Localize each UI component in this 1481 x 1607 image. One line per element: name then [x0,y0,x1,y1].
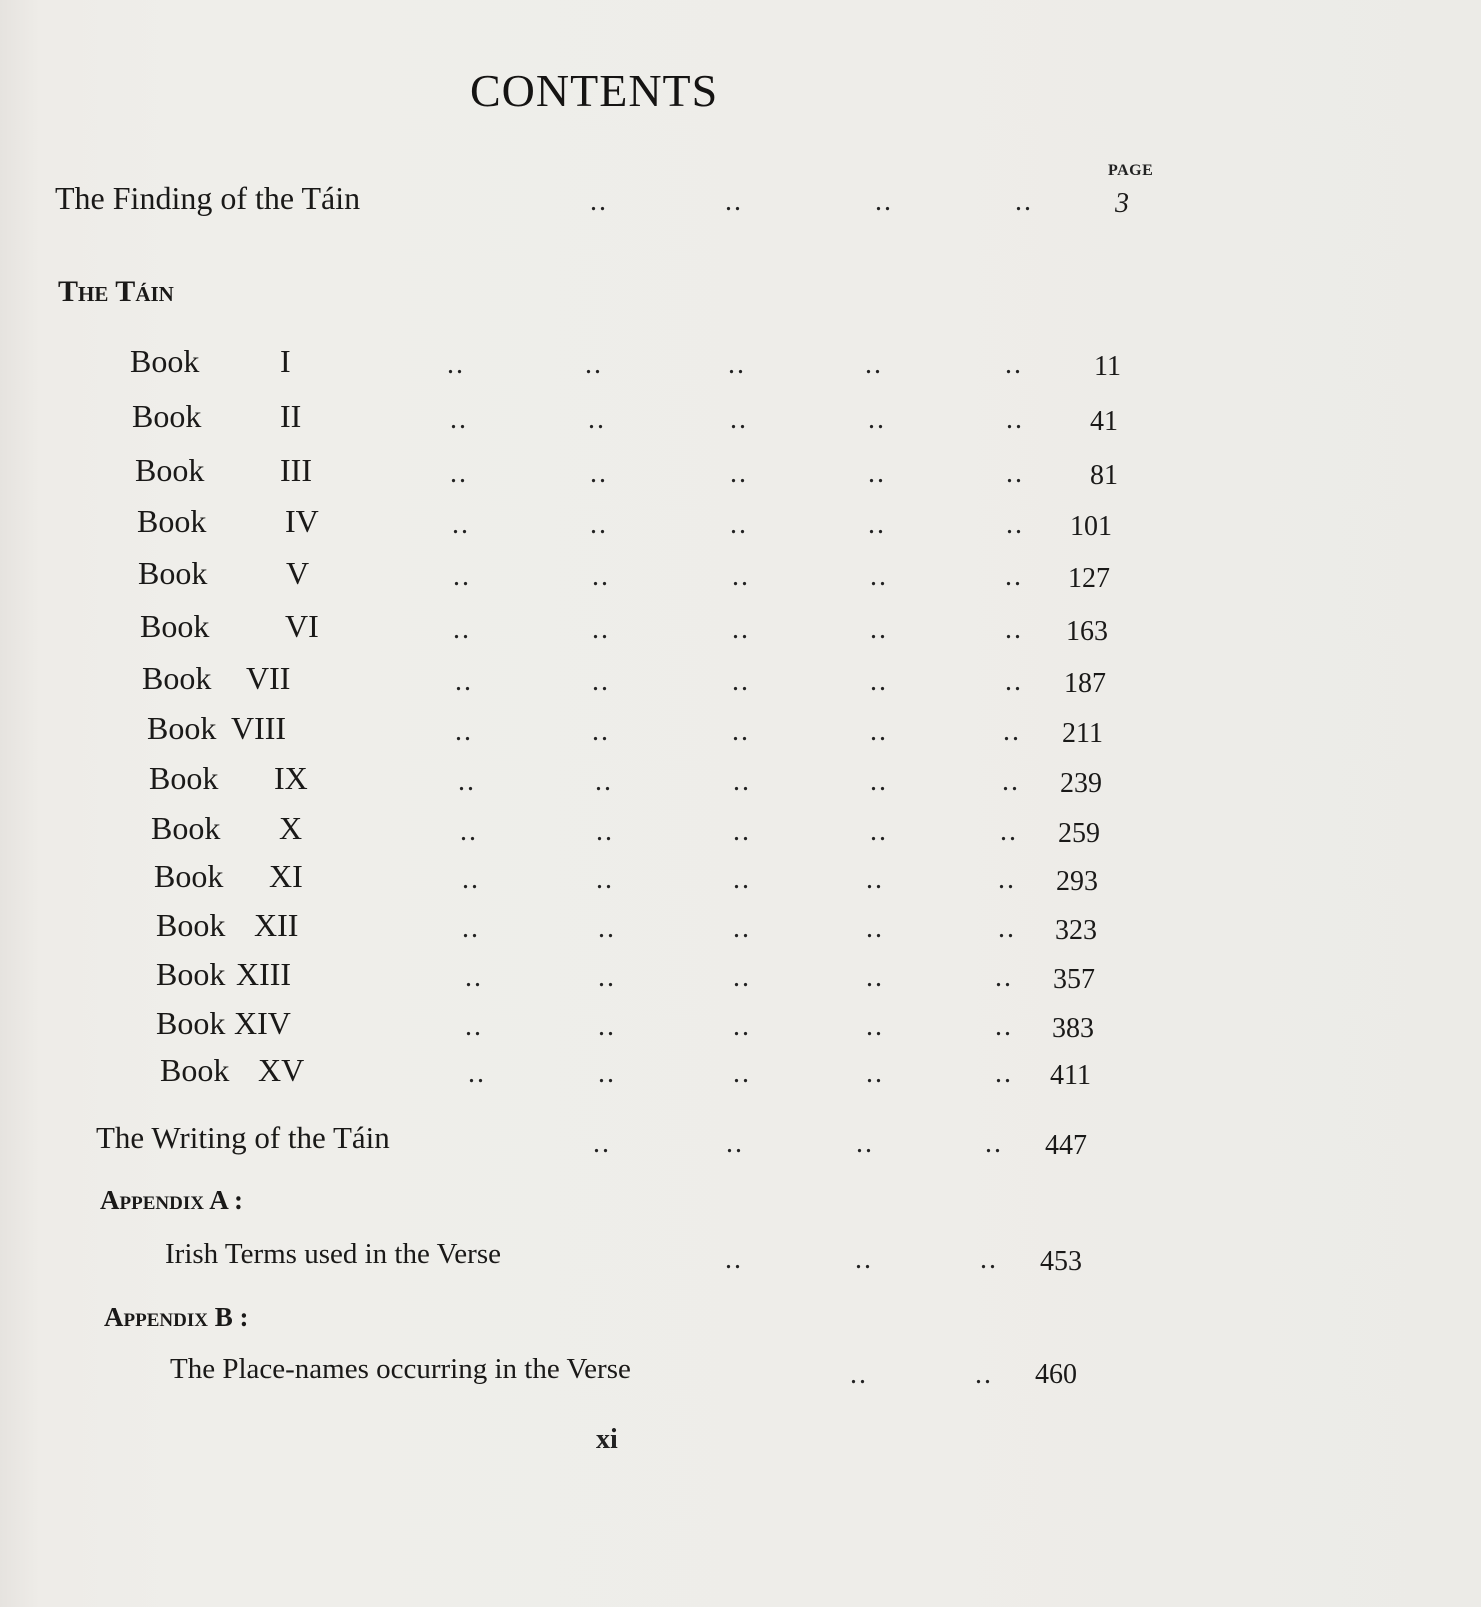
leader-dots: .. [733,1058,751,1089]
toc-entry-book[interactable] [0,555,1481,595]
leader-dots: .. [725,1244,743,1275]
leader-dots: .. [870,816,888,847]
leader-dots: .. [592,561,610,592]
entry-page-number: 101 [1070,511,1112,542]
page-title: CONTENTS [470,65,719,116]
leader-dots: .. [995,1058,1013,1089]
leader-dots: .. [995,962,1013,993]
leader-dots: .. [590,186,608,217]
leader-dots: .. [725,186,743,217]
leader-dots: .. [468,1058,486,1089]
leader-dots: .. [462,864,480,895]
entry-page-number: 383 [1052,1013,1094,1044]
page-column-label: PAGE [1108,162,1154,179]
toc-entry-book[interactable] [0,858,1481,898]
book-word: Book [140,608,210,644]
book-numeral: IX [274,760,308,796]
leader-dots: .. [732,614,750,645]
toc-entry-book[interactable] [0,907,1481,947]
book-word: Book [151,810,221,846]
section-heading-appendix-a: Appendix A : [100,1185,243,1215]
toc-entry-appendix-a[interactable] [0,1238,1481,1278]
leader-dots: .. [458,766,476,797]
toc-entry-writing[interactable] [0,1120,1481,1160]
entry-page-number: 357 [1053,964,1095,995]
leader-dots: .. [1005,349,1023,380]
toc-entry-book[interactable] [0,710,1481,750]
toc-entry-book[interactable] [0,956,1481,996]
entry-label: The Finding of the Táin [55,180,361,216]
book-numeral: XIV [234,1005,291,1041]
page-folio: xi [596,1424,618,1455]
book-numeral: XV [258,1052,305,1088]
leader-dots: .. [1005,614,1023,645]
leader-dots: .. [870,614,888,645]
leader-dots: .. [870,561,888,592]
leader-dots: .. [455,666,473,697]
leader-dots: .. [590,458,608,489]
book-numeral: VIII [231,710,287,746]
leader-dots: .. [733,766,751,797]
leader-dots: .. [585,349,603,380]
entry-label: Irish Terms used in the Verse [165,1238,501,1270]
leader-dots: .. [866,1058,884,1089]
leader-dots: .. [1006,509,1024,540]
leader-dots: .. [866,962,884,993]
book-word: Book [132,398,202,434]
leader-dots: .. [875,186,893,217]
entry-page-number: 211 [1062,718,1103,749]
section-heading-appendix-b: Appendix B : [104,1302,249,1332]
book-word: Book [147,710,217,746]
entry-page-number: 453 [1040,1246,1082,1277]
toc-entry-book[interactable] [0,1052,1481,1092]
leader-dots: .. [985,1128,1003,1159]
leader-dots: .. [733,864,751,895]
leader-dots: .. [592,716,610,747]
leader-dots: .. [595,766,613,797]
leader-dots: .. [592,666,610,697]
leader-dots: .. [733,962,751,993]
entry-page-number: 163 [1066,616,1108,647]
entry-page-number: 187 [1064,668,1106,699]
entry-page-number: 293 [1056,866,1098,897]
leader-dots: .. [596,864,614,895]
entry-page-number: 411 [1050,1060,1091,1091]
entry-page-number: 81 [1090,460,1118,491]
leader-dots: .. [870,716,888,747]
leader-dots: .. [868,509,886,540]
toc-entry-book[interactable] [0,452,1481,492]
book-word: Book [130,343,200,379]
leader-dots: .. [465,962,483,993]
entry-page-number: 3 [1115,188,1129,219]
book-word: Book [156,956,226,992]
leader-dots: .. [590,509,608,540]
leader-dots: .. [1000,816,1018,847]
leader-dots: .. [596,816,614,847]
leader-dots: .. [856,1128,874,1159]
book-word: Book [156,907,226,943]
leader-dots: .. [866,1011,884,1042]
leader-dots: .. [453,561,471,592]
leader-dots: .. [450,404,468,435]
leader-dots: .. [728,349,746,380]
leader-dots: .. [732,666,750,697]
leader-dots: .. [995,1011,1013,1042]
leader-dots: .. [465,1011,483,1042]
entry-page-number: 259 [1058,818,1100,849]
leader-dots: .. [975,1359,993,1390]
leader-dots: .. [868,458,886,489]
entry-page-number: 460 [1035,1359,1077,1390]
leader-dots: .. [598,913,616,944]
leader-dots: .. [733,913,751,944]
book-numeral: X [279,810,303,846]
leader-dots: .. [980,1244,998,1275]
toc-entry-book[interactable] [0,1005,1481,1045]
leader-dots: .. [462,913,480,944]
toc-entry-book[interactable] [0,760,1481,800]
book-numeral: XII [254,907,299,943]
book-word: Book [135,452,205,488]
leader-dots: .. [592,614,610,645]
leader-dots: .. [598,1011,616,1042]
leader-dots: .. [730,458,748,489]
toc-entry-book[interactable] [0,608,1481,648]
leader-dots: .. [855,1244,873,1275]
book-numeral: I [280,343,291,379]
leader-dots: .. [588,404,606,435]
toc-entry-book[interactable] [0,810,1481,850]
leader-dots: .. [732,716,750,747]
book-numeral: VII [246,660,291,696]
book-word: Book [137,503,207,539]
leader-dots: .. [455,716,473,747]
toc-entry-finding[interactable] [0,180,1481,220]
leader-dots: .. [733,816,751,847]
leader-dots: .. [1003,716,1021,747]
leader-dots: .. [868,404,886,435]
book-numeral: III [280,452,312,488]
leader-dots: .. [1006,458,1024,489]
leader-dots: .. [998,864,1016,895]
toc-entry-book[interactable] [0,343,1481,383]
book-numeral: IV [285,503,319,539]
entry-label: The Place-names occurring in the Verse [170,1353,631,1385]
leader-dots: .. [598,1058,616,1089]
leader-dots: .. [593,1128,611,1159]
book-numeral: XIII [236,956,292,992]
entry-page-number: 127 [1068,563,1110,594]
leader-dots: .. [730,404,748,435]
book-word: Book [149,760,219,796]
book-word: Book [160,1052,230,1088]
entry-page-number: 239 [1060,768,1102,799]
book-numeral: VI [285,608,319,644]
leader-dots: .. [460,816,478,847]
leader-dots: .. [450,458,468,489]
leader-dots: .. [850,1359,868,1390]
leader-dots: .. [447,349,465,380]
leader-dots: .. [865,349,883,380]
leader-dots: .. [453,614,471,645]
leader-dots: .. [1002,766,1020,797]
entry-page-number: 41 [1090,406,1118,437]
leader-dots: .. [732,561,750,592]
leader-dots: .. [870,766,888,797]
toc-entry-appendix-b[interactable] [0,1353,1481,1393]
entry-page-number: 323 [1055,915,1097,946]
leader-dots: .. [866,864,884,895]
book-word: Book [138,555,208,591]
leader-dots: .. [1006,404,1024,435]
leader-dots: .. [870,666,888,697]
entry-page-number: 447 [1045,1130,1087,1161]
leader-dots: .. [452,509,470,540]
book-word: Book [156,1005,226,1041]
leader-dots: .. [1005,666,1023,697]
leader-dots: .. [726,1128,744,1159]
book-numeral: II [280,398,302,434]
leader-dots: .. [598,962,616,993]
entry-page-number: 11 [1094,351,1121,382]
leader-dots: .. [998,913,1016,944]
book-numeral: V [286,555,310,591]
section-heading-tain: The Táin [58,275,174,308]
leader-dots: .. [1015,186,1033,217]
leader-dots: .. [730,509,748,540]
leader-dots: .. [733,1011,751,1042]
toc-entry-book[interactable] [0,660,1481,700]
leader-dots: .. [866,913,884,944]
book-word: Book [154,858,224,894]
entry-label: The Writing of the Táin [96,1120,390,1155]
leader-dots: .. [1005,561,1023,592]
toc-entry-book[interactable] [0,503,1481,543]
toc-entry-book[interactable] [0,398,1481,438]
book-numeral: XI [269,858,303,894]
book-word: Book [142,660,212,696]
